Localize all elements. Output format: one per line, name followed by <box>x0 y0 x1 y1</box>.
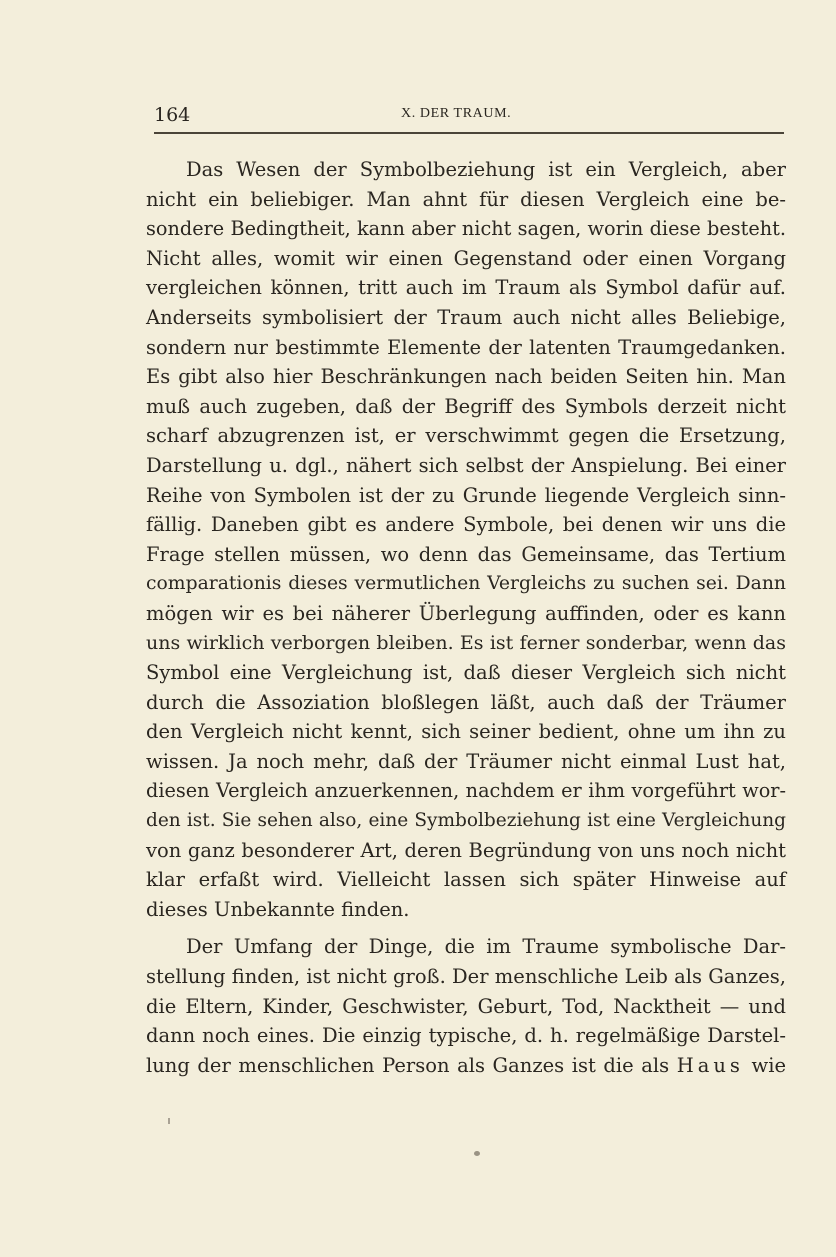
text-line: uns wirklich verborgen bleiben. Es ist ferner sonderbar, wenn das <box>146 631 786 654</box>
text-line: Symbol eine Vergleichung ist, daß dieser Vergleich sich nicht <box>146 661 786 685</box>
text-line: muß auch zugeben, daß der Begriff des Symbols derzeit nicht <box>146 394 786 418</box>
text-line: klar erfaßt wird. Vielleicht lassen sich später Hinweise auf <box>146 868 786 892</box>
paper-speck <box>474 1151 480 1156</box>
text-line: dieses Unbekannte finden. <box>146 897 410 921</box>
text-line: stellung finden, ist nicht groß. Der menschliche Leib als Ganzes, <box>146 965 786 989</box>
text-line: diesen Vergleich anzuerkennen, nachdem er ihm vorgeführt wor- <box>146 779 786 803</box>
text-line: Das Wesen der Symbolbeziehung ist ein Vergleich, aber <box>186 158 786 181</box>
text-line: den ist. Sie sehen also, eine Symbolbeziehung ist eine Vergleichung <box>146 810 786 832</box>
spaced-word: Haus <box>676 1053 744 1077</box>
body-text <box>146 155 786 1080</box>
page-number: 164 <box>154 104 191 126</box>
text-line: Der Umfang der Dinge, die im Traume symbolische Dar- <box>186 935 786 959</box>
paragraph-2 <box>146 932 786 1080</box>
paragraph-1 <box>146 155 786 924</box>
text-fragment: lung der menschlichen Person als Ganzes ist die als <box>146 1053 670 1077</box>
text-line: Reihe von Symbolen ist der zu Grunde liegende Vergleich sinn- <box>146 483 786 507</box>
text-line: fällig. Daneben gibt es andere Symbole, bei denen wir uns die <box>146 513 786 537</box>
text-line: mögen wir es bei näherer Überlegung auffinden, oder es kann <box>146 601 786 625</box>
page-header <box>154 104 784 134</box>
text-line-final <box>146 1051 786 1081</box>
text-line: Frage stellen müssen, wo denn das Gemeinsame, das Tertium <box>146 542 786 566</box>
text-line: scharf abzugrenzen ist, er verschwimmt gegen die Ersetzung, <box>146 424 786 448</box>
running-head: X. DER TRAUM. <box>401 106 512 121</box>
text-line: Nicht alles, womit wir einen Gegenstand oder einen Vorgang <box>146 246 786 270</box>
text-line: dann noch eines. Die einzig typische, d. h. regelmäßige Darstel- <box>146 1024 786 1048</box>
text-line: die Eltern, Kinder, Geschwister, Geburt, Tod, Nacktheit — und <box>146 994 786 1018</box>
text-line: Darstellung u. dgl., nähert sich selbst der Anspielung. Bei einer <box>146 453 786 477</box>
text-line: von ganz besonderer Art, deren Begründung von uns noch nicht <box>146 838 786 862</box>
text-line: sondern nur bestimmte Elemente der latenten Traumgedanken. <box>146 335 786 359</box>
paper-mark <box>168 1118 170 1124</box>
text-line: comparationis dieses vermutlichen Vergleichs zu suchen sei. Dann <box>146 573 786 595</box>
text-line: sondere Bedingtheit, kann aber nicht sagen, worin diese besteht. <box>146 217 786 241</box>
trailing-word: wie <box>751 1053 786 1077</box>
text-line: wissen. Ja noch mehr, daß der Träumer nicht einmal Lust hat, <box>146 749 786 773</box>
text-line: nicht ein beliebiger. Man ahnt für diesen Vergleich eine be- <box>146 187 786 211</box>
text-line: den Vergleich nicht kennt, sich seiner bedient, ohne um ihn zu <box>146 720 786 744</box>
text-line: Es gibt also hier Beschränkungen nach beiden Seiten hin. Man <box>146 365 786 389</box>
text-line: vergleichen können, tritt auch im Traum als Symbol dafür auf. <box>146 276 786 300</box>
text-line: Anderseits symbolisiert der Traum auch nicht alles Beliebige, <box>146 305 786 329</box>
text-line: durch die Assoziation bloßlegen läßt, auch daß der Träumer <box>146 690 786 714</box>
